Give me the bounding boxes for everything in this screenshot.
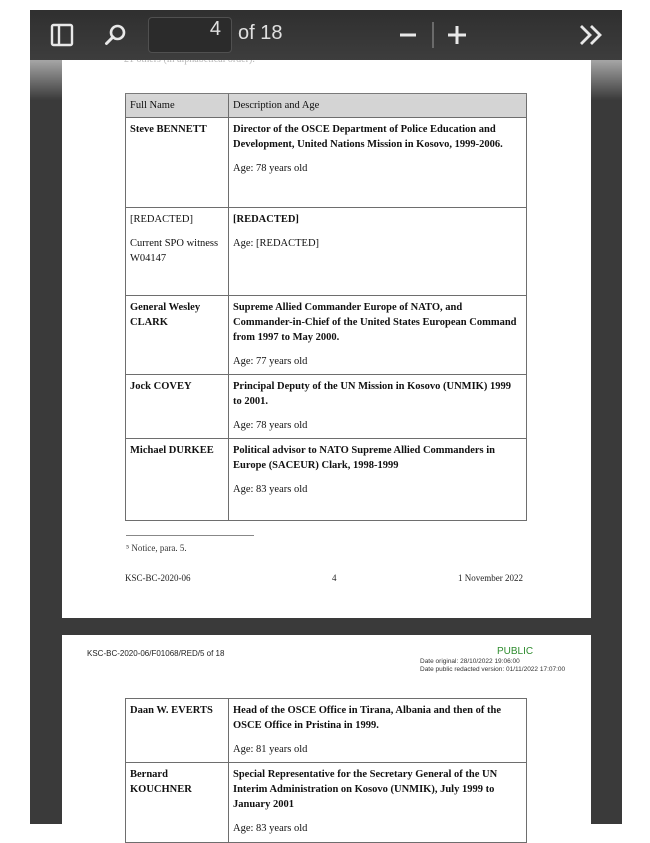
row-age: Age: 77 years old	[233, 356, 308, 367]
footnote-rule	[126, 535, 254, 536]
search-icon	[104, 23, 128, 47]
more-tools-button[interactable]	[576, 20, 606, 50]
footer-case-number: KSC-BC-2020-06	[125, 573, 191, 583]
table-row	[126, 763, 527, 843]
row-description-text: Director of the OSCE Department of Police Education and Development, United Nations Mission in Kosovo, 1999-2006.	[233, 124, 503, 150]
sidebar-toggle-icon	[50, 23, 74, 47]
row-age: Age: 83 years old	[233, 823, 308, 834]
zoom-in-button[interactable]	[444, 20, 470, 50]
pdf-toolbar	[30, 10, 622, 60]
pdf-page-4	[62, 30, 591, 618]
row-name-redacted: [REDACTED]	[130, 214, 193, 225]
date-redacted: Date public redacted version: 01/11/2022 17:07:00	[420, 666, 566, 673]
table-row	[126, 439, 527, 521]
footer-page-number: 4	[332, 573, 337, 583]
header-full-name: Full Name	[126, 94, 229, 118]
row-description-text: Political advisor to NATO Supreme Allied Commanders in Europe (SACEUR) Clark, 1998-1999	[233, 445, 496, 471]
row-description-text: Special Representative for the Secretary General of the UN Interim Administration on Kosovo (UNMIK), July 1999 to January 2001	[233, 769, 498, 810]
row-age: Age: 78 years old	[233, 163, 308, 174]
zoom-out-icon	[398, 25, 418, 45]
row-description	[229, 208, 527, 296]
witness-table-continued	[125, 698, 527, 843]
more-tools-icon	[578, 24, 604, 46]
document-reference: KSC-BC-2020-06/F01068/RED/5 of 18	[87, 649, 225, 658]
footnote: ⁵ Notice, para. 5.	[126, 543, 187, 553]
public-stamp: PUBLIC	[497, 646, 534, 657]
pdf-page-5	[62, 635, 591, 835]
table-header-row	[126, 94, 527, 118]
row-age: Age: [REDACTED]	[233, 238, 320, 249]
zoom-in-icon	[447, 25, 467, 45]
row-age: Age: 78 years old	[233, 420, 308, 431]
sidebar-toggle-button[interactable]	[46, 20, 78, 50]
row-name-witness: Current SPO witness W04147	[130, 238, 219, 264]
row-name: Daan W. EVERTS	[126, 699, 229, 763]
row-description	[229, 699, 527, 763]
row-age: Age: 81 years old	[233, 744, 308, 755]
row-name: Michael DURKEE	[126, 439, 229, 521]
row-description-text: Head of the OSCE Office in Tirana, Albania and then of the OSCE Office in Pristina in 1999.	[233, 705, 501, 731]
row-name: Steve BENNETT	[126, 118, 229, 208]
row-description	[229, 439, 527, 521]
row-description	[229, 375, 527, 439]
table-row	[126, 296, 527, 375]
row-description-text: [REDACTED]	[233, 214, 299, 225]
row-name	[126, 208, 229, 296]
row-description	[229, 118, 527, 208]
zoom-out-button[interactable]	[395, 20, 421, 50]
table-row	[126, 375, 527, 439]
zoom-separator	[432, 22, 434, 48]
table-row	[126, 208, 527, 296]
row-name: Bernard KOUCHNER	[126, 763, 229, 843]
row-description	[229, 763, 527, 843]
row-description	[229, 296, 527, 375]
row-name: Jock COVEY	[126, 375, 229, 439]
table-row	[126, 118, 527, 208]
row-name: General Wesley CLARK	[126, 296, 229, 375]
page-number-value: 4	[209, 18, 221, 40]
page-count-label: of 18	[238, 22, 283, 44]
row-age: Age: 83 years old	[233, 484, 308, 495]
witness-table	[125, 93, 527, 521]
row-description-text: Principal Deputy of the UN Mission in Kosovo (UNMIK) 1999 to 2001.	[233, 381, 511, 407]
footer-date: 1 November 2022	[458, 573, 523, 583]
search-button[interactable]	[100, 20, 132, 50]
header-description-age: Description and Age	[229, 94, 527, 118]
table-row	[126, 699, 527, 763]
date-original: Date original: 28/10/2022 19:06:00	[420, 658, 520, 665]
row-description-text: Supreme Allied Commander Europe of NATO, and Commander-in-Chief of the United States European Command from 1997 to May 2000.	[233, 302, 517, 343]
page-number-input[interactable]	[148, 17, 232, 53]
